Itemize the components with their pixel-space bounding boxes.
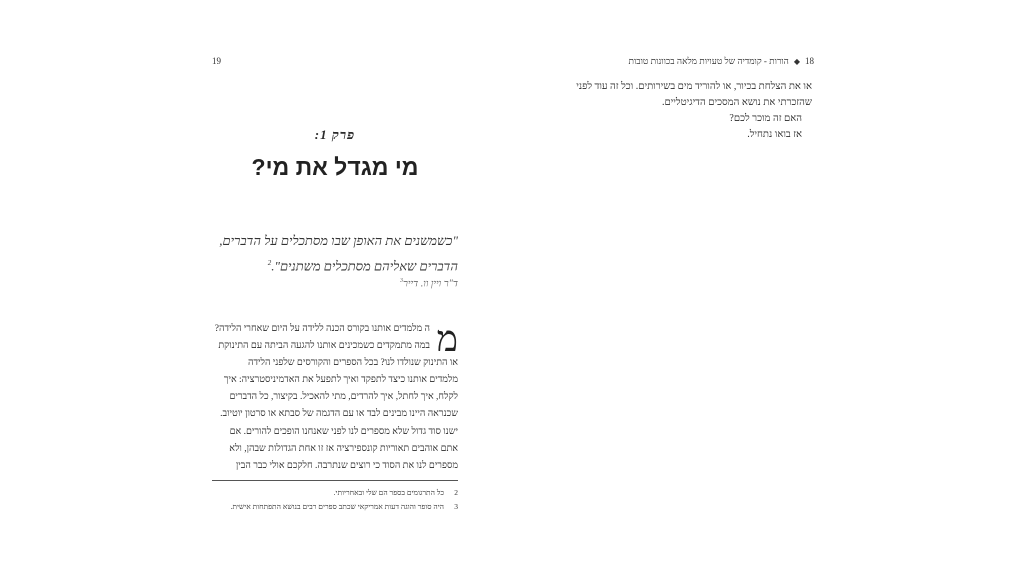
epigraph-attribution xyxy=(212,278,458,289)
drop-cap: מ xyxy=(436,319,458,359)
footnotes xyxy=(212,486,458,514)
chapter-label: פרק 1: xyxy=(314,127,356,142)
footnote-number: 2 xyxy=(454,488,458,497)
epigraph xyxy=(212,230,458,277)
running-header xyxy=(628,56,814,66)
chapter-title: מי מגדל את מי? xyxy=(251,154,419,180)
chapter-body xyxy=(212,321,458,475)
body-line-3: או התינוק שנולדו לנו? בכל הספרים והקורסים שלפני הלידה xyxy=(247,358,458,369)
page-number-left: 19 xyxy=(212,56,221,66)
footnote-divider xyxy=(212,480,458,481)
body-line-2: במה מתמקדים כשמכינים אותנו להגעה הביתה עם התינוקת xyxy=(218,341,430,352)
body-line-9: מספרים לנו את הסוד כי רוצים שנתרבה. חלקכם אולי כבר הבין xyxy=(235,460,458,471)
footnote-ref-2: 2 xyxy=(267,259,272,267)
footnote-text: היה סופר והוגה דעות אמריקאי שכתב ספרים רבים בנושא התפתחות אישית. xyxy=(230,502,444,511)
footnote-3 xyxy=(212,500,458,514)
footnote-number: 3 xyxy=(454,502,458,511)
right-line-3: האם זה מוכר לכם? xyxy=(729,113,802,124)
body-line-5: לקלח, איך לחתל, איך להרדים, מתי להאכיל. בקיצור, כל הדברים xyxy=(229,392,458,403)
body-line-4: מלמדים אותנו כיצד לתפקד ואיך לתפעל את האדמיניסטרציה: איך xyxy=(223,375,458,386)
footnote-2 xyxy=(212,486,458,500)
body-line-7: ישנו סוד גדול שלא מספרים לנו לפני שאנחנו הופכים להורים. אם xyxy=(229,426,458,437)
page-number-right: 18 xyxy=(805,56,814,66)
epigraph-line-2-wrap xyxy=(212,252,458,277)
diamond-separator-icon: ◆ xyxy=(793,57,800,66)
body-line-6: שכנראה היינו מבינים לבד או עם הדגמה של סבתא או סרטון יוטיוב. xyxy=(220,409,458,420)
footnote-text: כל התרגומים בספר הם שלי ובאחריותי. xyxy=(333,488,444,497)
running-head-title: הורות - קומדיה של טעויות מלאה בכוונות טובות xyxy=(628,56,789,66)
right-line-4: אז בואו נתחיל. xyxy=(747,129,802,140)
footnote-ref-3: 3 xyxy=(399,278,403,284)
right-line-1: או את הצלחת בכיור, או להוריד מים בשירותים. וכל זה עוד לפני xyxy=(576,81,812,92)
attribution-name: ד"ר ויין וו. דייר xyxy=(402,278,458,290)
epigraph-line-1: "כשמשנים את האופן שבו מסתכלים על הדברים, xyxy=(219,233,458,248)
body-line-8: אתם אוהבים תאוריות קונספירציה אז זו אחת הגדולות שבהן, ולא xyxy=(229,443,458,454)
epigraph-line-2: הדברים שאליהם מסתכלים משתנים". xyxy=(271,258,458,274)
right-page-body xyxy=(552,79,812,143)
body-line-1: ה מלמדים אותנו בקורס הכנה ללידה על היום שאחרי הלידה? xyxy=(214,324,430,334)
right-line-2: שהזכרתי את נושא המסכים הדיגיטליים. xyxy=(661,97,812,108)
